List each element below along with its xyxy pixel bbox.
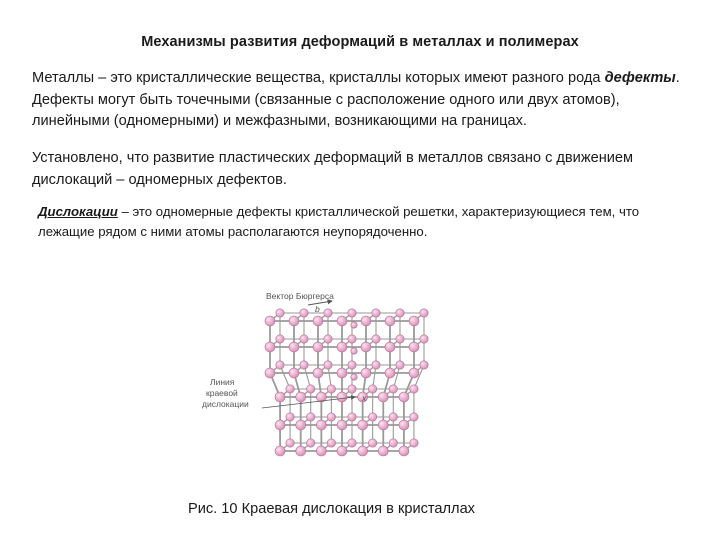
lattice-atom <box>378 392 388 402</box>
lattice-atom <box>396 335 404 343</box>
crystal-lattice-diagram <box>200 285 460 490</box>
lattice-atom <box>348 361 356 369</box>
lattice-atom <box>327 439 335 447</box>
lattice-atom <box>276 361 284 369</box>
lattice-atom <box>316 446 326 456</box>
lattice-atom <box>399 420 409 430</box>
lattice-atom <box>410 439 418 447</box>
lattice-atom <box>389 413 397 421</box>
lattice-atom <box>275 392 285 402</box>
lattice-atom <box>358 420 368 430</box>
lattice-atom <box>337 368 347 378</box>
lattice-atom <box>372 335 380 343</box>
lattice-atom <box>372 361 380 369</box>
lattice-atom <box>327 413 335 421</box>
lattice-atom <box>396 361 404 369</box>
axis-x-label: x <box>362 393 367 403</box>
dislocation-label-3: дислокации <box>202 399 249 409</box>
lattice-atom <box>313 342 323 352</box>
burgers-vector-label: Вектор Бюргерса <box>266 291 334 301</box>
lattice-atom <box>368 439 376 447</box>
lattice-atom <box>351 322 357 328</box>
lattice-atom <box>348 309 356 317</box>
lattice-atom <box>307 385 315 393</box>
lattice-atom <box>313 368 323 378</box>
lattice-atom <box>409 316 419 326</box>
lattice-atom <box>399 392 409 402</box>
lattice-atom <box>313 316 323 326</box>
lattice-atom <box>389 385 397 393</box>
lattice-atom <box>337 316 347 326</box>
lattice-atom <box>275 446 285 456</box>
lattice-atom <box>265 316 275 326</box>
lattice-atom <box>378 420 388 430</box>
lattice-atom <box>410 413 418 421</box>
lattice-atom <box>265 342 275 352</box>
lattice-atom <box>385 342 395 352</box>
lattice-atom <box>385 316 395 326</box>
lattice-atom <box>300 361 308 369</box>
burgers-vector-arrow <box>308 301 332 305</box>
lattice-atom <box>409 368 419 378</box>
paragraph-dislocations-rest: – это одномерные дефекты кристаллической решетки, характеризующиеся тем, что лежащие рядом с ними атомы располагаются неупорядоченно. <box>38 204 640 239</box>
lattice-atom <box>385 368 395 378</box>
lattice-atom <box>337 420 347 430</box>
figure-caption: Рис. 10 Краевая дислокация в кристаллах <box>188 501 475 517</box>
lattice-atom <box>296 420 306 430</box>
paragraph-defects-rest: . Дефекты могут быть точечными (связанные с расположение одного или двух атомов), линейными (одномерными) и межфазными, возникающими на границах. <box>32 70 680 129</box>
paragraph-dislocations <box>38 202 678 242</box>
dislocation-label-1: Линия <box>210 377 235 387</box>
lattice-atom <box>286 385 294 393</box>
edge-dislocation-figure <box>200 285 460 495</box>
lattice-atom <box>420 309 428 317</box>
lattice-atom <box>286 439 294 447</box>
lattice-atom <box>276 309 284 317</box>
lattice-atom <box>361 342 371 352</box>
lattice-atom <box>307 439 315 447</box>
lattice-atom <box>368 385 376 393</box>
lattice-atom <box>348 335 356 343</box>
lattice-atom <box>378 446 388 456</box>
lattice-atom <box>324 361 332 369</box>
lattice-atom <box>300 335 308 343</box>
lattice-atom <box>361 316 371 326</box>
lattice-atom <box>265 368 275 378</box>
burgers-b-label: b <box>315 304 320 314</box>
lattice-atom <box>389 439 397 447</box>
dislocation-label-2: краевой <box>206 388 238 398</box>
lattice-atom <box>337 446 347 456</box>
lattice-atom <box>289 342 299 352</box>
lattice-atom <box>296 446 306 456</box>
lattice-atom <box>368 413 376 421</box>
lattice-atom <box>351 374 357 380</box>
lattice-atom <box>361 368 371 378</box>
lattice-atom <box>286 413 294 421</box>
paragraph-defects-start: Металлы – это кристаллические вещества, кристаллы которых имеют разного рода <box>32 70 605 86</box>
lattice-atom <box>296 392 306 402</box>
lattice-atom <box>420 335 428 343</box>
lattice-atom <box>316 420 326 430</box>
term-dislocations: Дислокации <box>38 204 118 219</box>
paragraph-plastic-deformation: Установлено, что развитие пластических деформаций в металлов связано с движением дислокаций – одномерных дефектов. <box>32 150 634 188</box>
lattice-atom <box>409 342 419 352</box>
paragraph-defects <box>32 68 692 133</box>
lattice-atom <box>275 420 285 430</box>
lattice-atom <box>337 342 347 352</box>
lattice-atom <box>307 413 315 421</box>
lattice-atom <box>399 446 409 456</box>
lattice-atom <box>324 335 332 343</box>
lattice-atom <box>351 348 357 354</box>
lattice-atom <box>337 392 347 402</box>
lattice-atom <box>300 309 308 317</box>
lattice-atom <box>289 368 299 378</box>
lattice-atom <box>358 446 368 456</box>
lattice-atom <box>348 439 356 447</box>
lattice-atom <box>348 413 356 421</box>
lattice-atom <box>396 309 404 317</box>
lattice-atom <box>289 316 299 326</box>
lattice-atom <box>372 309 380 317</box>
slide-title: Механизмы развития деформаций в металлах и полимерах <box>141 34 579 50</box>
lattice-atom <box>410 385 418 393</box>
lattice-atom <box>420 361 428 369</box>
term-defects: дефекты <box>604 70 676 86</box>
lattice-atom <box>327 385 335 393</box>
lattice-atom <box>348 385 356 393</box>
lattice-atom <box>324 309 332 317</box>
lattice-atom <box>276 335 284 343</box>
